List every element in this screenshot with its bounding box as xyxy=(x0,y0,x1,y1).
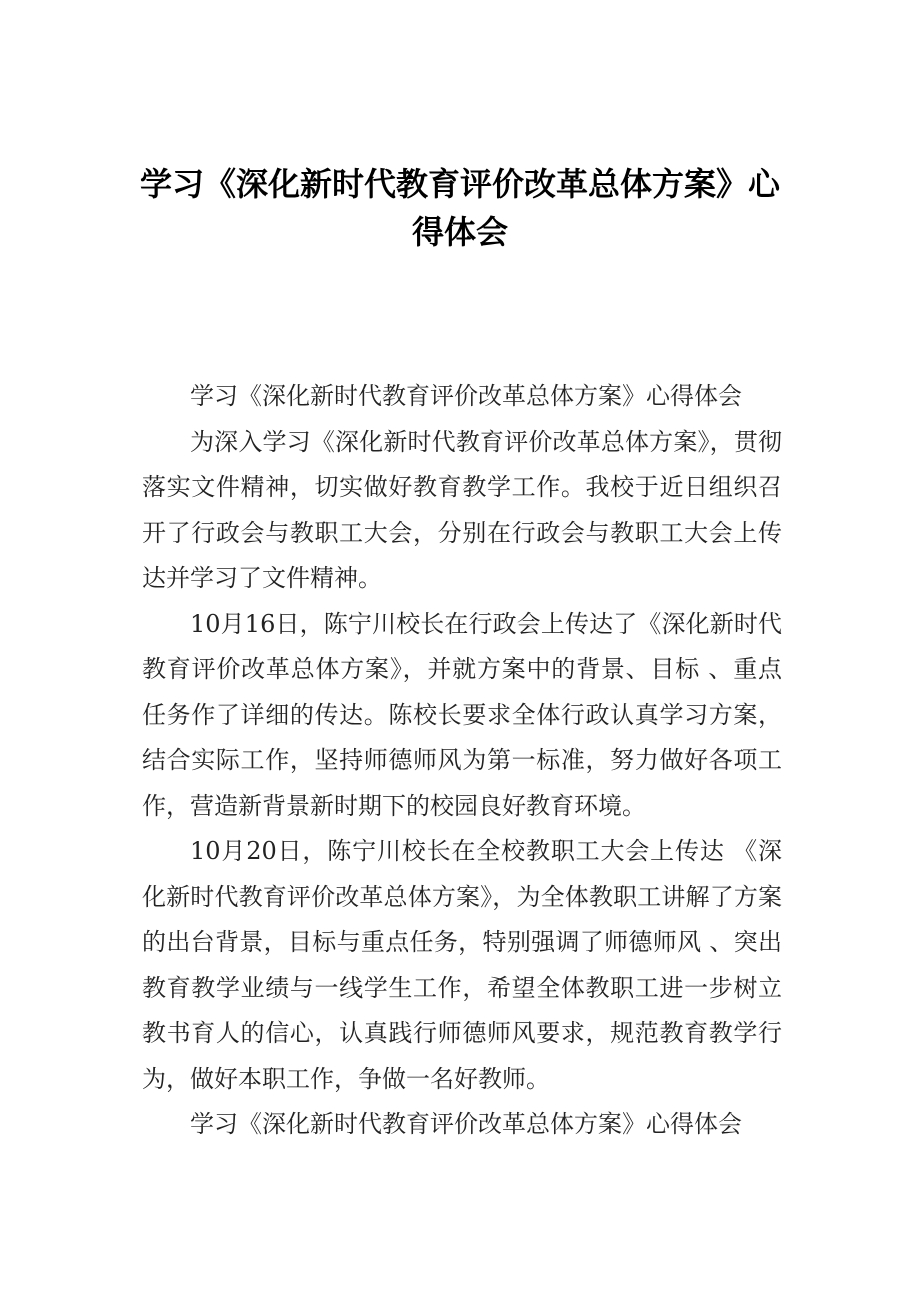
paragraph-repeat-title: 学习《深化新时代教育评价改革总体方案》心得体会 xyxy=(190,382,742,410)
paragraph-oct20: 10月20日，陈宁川校长在全校教职工大会上传达 《深化新时代教育评价改革总体方案》，为全体教职工讲解了方案的出台背景，目标与重点任务，特别强调了师德师风 、突出教育教学业绩与一线学生工作，希望全体教职工进一步树立教书育人的信心，认真践行师德师风要求，规范教育教学行为，做好本职工作，争做一名好教师。 xyxy=(142,837,782,1093)
document-body xyxy=(142,374,782,1148)
paragraph-intro: 为深入学习《深化新时代教育评价改革总体方案》，贯彻落实文件精神，切实做好教育教学工作。我校于近日组织召开了行政会与教职工大会，分别在行政会与教职工大会上传达并学习了文件精神。 xyxy=(142,427,782,592)
document-title: 学习《深化新时代教育评价改革总体方案》心得体会 xyxy=(140,165,781,251)
paragraph-oct16: 10月16日，陈宁川校长在行政会上传达了《深化新时代教育评价改革总体方案》，并就方案中的背景、目标 、重点任务作了详细的传达。陈校长要求全体行政认真学习方案，结合实际工作，坚持师德师风为第一标准，努力做好各项工作，营造新背景新时期下的校园良好教育环境。 xyxy=(142,609,782,820)
paragraph-closing-title: 学习《深化新时代教育评价改革总体方案》心得体会 xyxy=(190,1110,742,1138)
